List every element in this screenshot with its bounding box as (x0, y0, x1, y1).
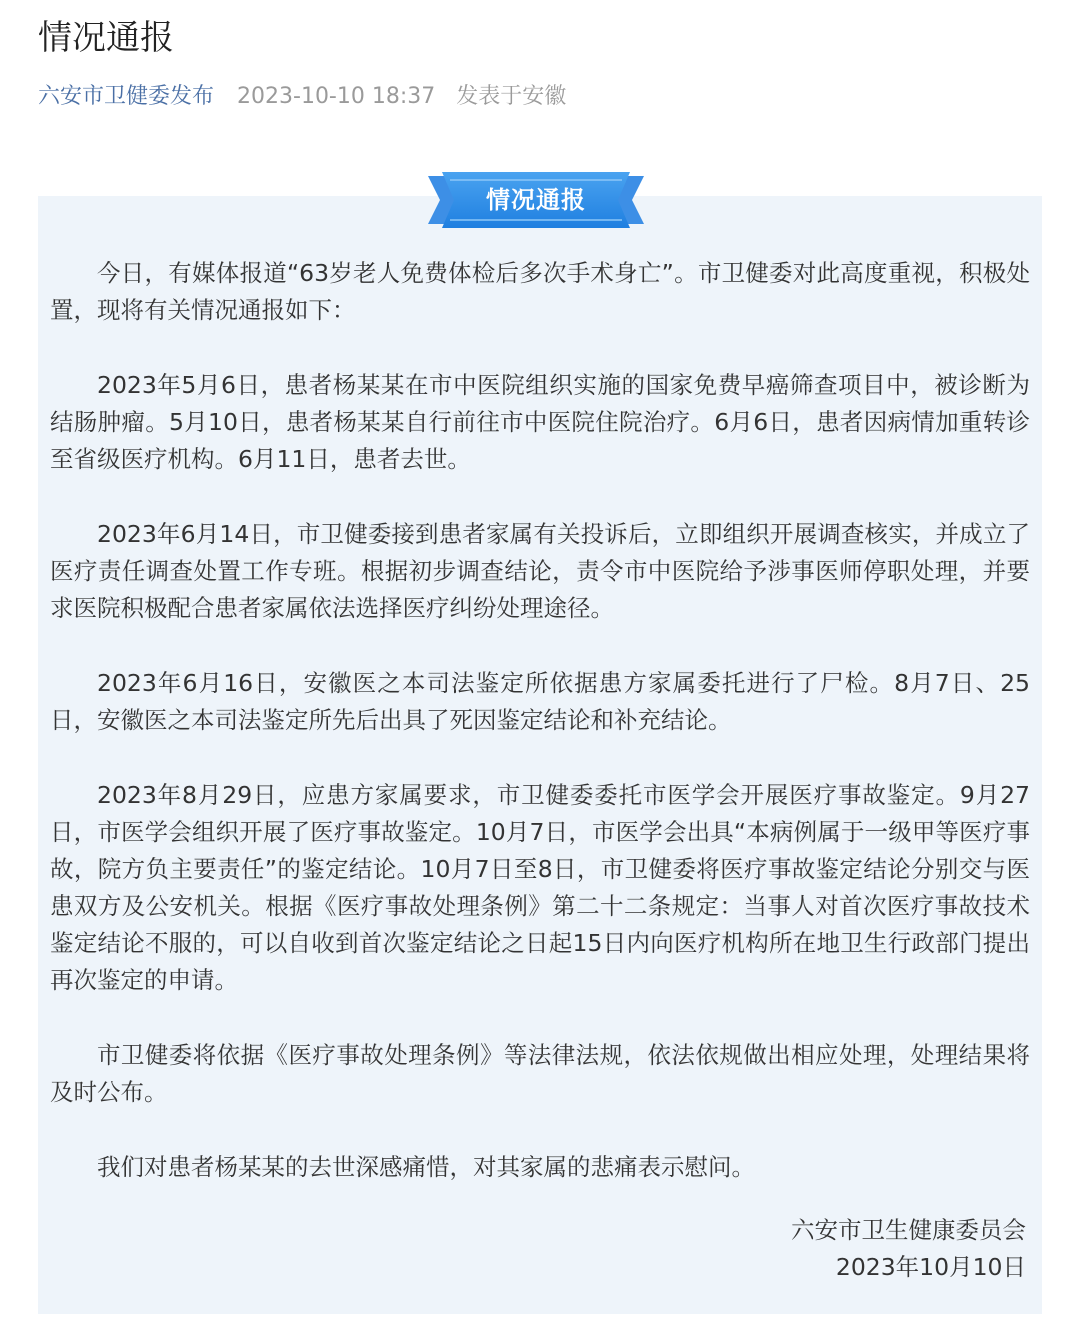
paragraph-handling: 市卫健委将依据《医疗事故处理条例》等法律法规，依法依规做出相应处理，处理结果将及时公布。 (50, 1041, 1030, 1106)
paragraph-diagnosis: 2023年5月6日，患者杨某某在市中医院组织实施的国家免费早癌筛查项目中，被诊断为结肠肿瘤。5月10日，患者杨某某自行前往市中医院住院治疗。6月6日，患者因病情加重转诊至省级医疗机构。6月11日，患者去世。 (50, 371, 1030, 473)
page-title: 情况通报 (38, 18, 174, 58)
paragraph-autopsy: 2023年6月16日，安徽医之本司法鉴定所依据患方家属委托进行了尸检。8月7日、25日，安徽医之本司法鉴定所先后出具了死因鉴定结论和补充结论。 (50, 669, 1030, 734)
publish-location: 发表于安徽 (456, 84, 567, 109)
paragraph-appraisal: 2023年8月29日，应患方家属要求，市卫健委委托市医学会开展医疗事故鉴定。9月27日，市医学会组织开展了医疗事故鉴定。10月7日，市医学会出具“本病例属于一级甲等医疗事故，院方负主要责任”的鉴定结论。10月7日至8日，市卫健委将医疗事故鉴定结论分别交与医患双方及公安机关。根据《医疗事故处理条例》第二十二条规定：当事人对首次医疗事故技术鉴定结论不服的，可以自收到首次鉴定结论之日起15日内向医疗机构所在地卫生行政部门提出再次鉴定的申请。 (50, 781, 1030, 994)
notice-body (50, 255, 1030, 1224)
paragraph-investigation: 2023年6月14日，市卫健委接到患者家属有关投诉后，立即组织开展调查核实，并成立了医疗责任调查处置工作专班。根据初步调查结论，责令市中医院给予涉事医师停职处理，并要求医院积极配合患者家属依法选择医疗纠纷处理途径。 (50, 520, 1030, 622)
banner-title: 情况通报 (486, 186, 586, 214)
article-meta (38, 80, 566, 114)
signature-org: 六安市卫生健康委员会 (791, 1216, 1026, 1244)
paragraph-intro: 今日，有媒体报道“63岁老人免费体检后多次手术身亡”。市卫健委对此高度重视，积极处置，现将有关情况通报如下： (50, 259, 1030, 324)
paragraph-condolence: 我们对患者杨某某的去世深感痛惜，对其家属的悲痛表示慰问。 (97, 1153, 755, 1181)
signature-date: 2023年10月10日 (835, 1253, 1026, 1281)
publish-time: 2023-10-10 18:37 (237, 84, 436, 109)
notice-banner (428, 172, 644, 228)
author-link[interactable]: 六安市卫健委发布 (38, 84, 215, 109)
signature-block (791, 1212, 1026, 1286)
